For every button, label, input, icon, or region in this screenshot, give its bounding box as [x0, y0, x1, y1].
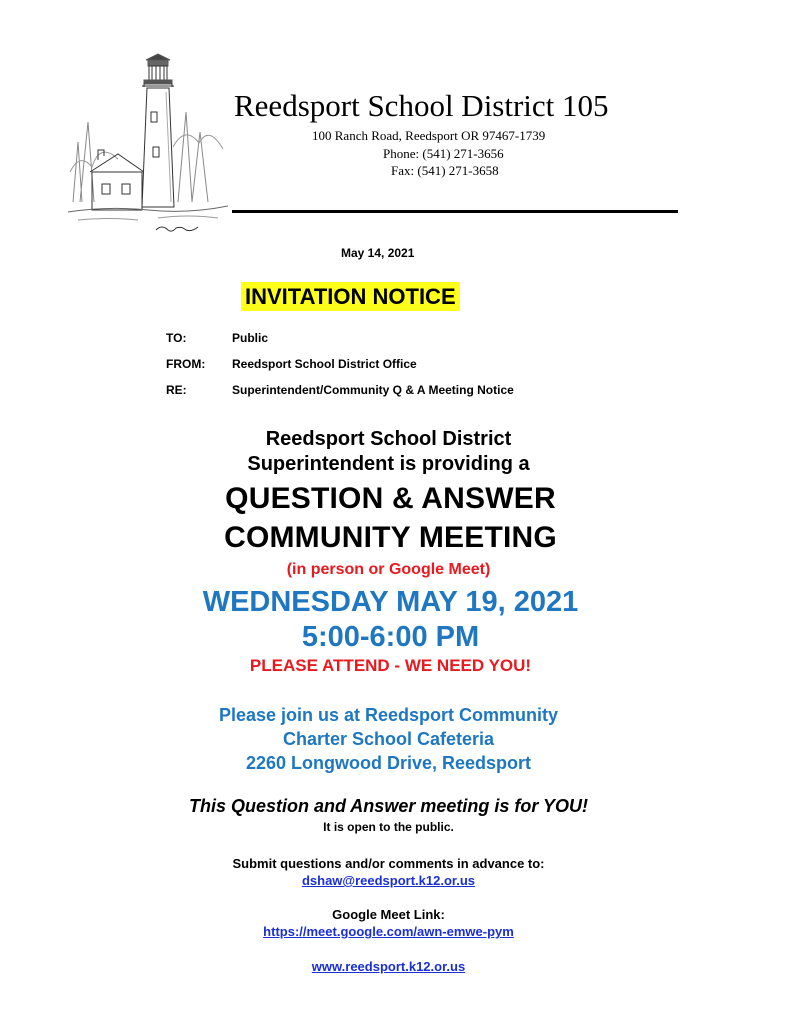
meeting-date: WEDNESDAY MAY 19, 2021 — [202, 586, 579, 618]
header-divider — [232, 210, 678, 213]
location-line-2: Charter School Cafeteria — [282, 729, 495, 749]
meeting-time: 5:00-6:00 PM — [301, 621, 480, 653]
memo-from-label: FROM: — [166, 357, 206, 371]
intro-line-1: Reedsport School District — [265, 428, 512, 450]
memo-re-value: Superintendent/Community Q & A Meeting Notice — [232, 383, 514, 397]
district-name: Reedsport School District 105 — [234, 88, 609, 123]
intro-line-2: Superintendent is providing a — [247, 453, 530, 475]
lighthouse-logo — [68, 52, 228, 242]
website-link[interactable]: www.reedsport.k12.or.us — [311, 959, 466, 974]
meeting-title-line-1: QUESTION & ANSWER — [225, 482, 556, 515]
memo-from-value: Reedsport School District Office — [232, 357, 417, 371]
memo-re-label: RE: — [166, 383, 187, 397]
district-fax: Fax: (541) 271-3658 — [391, 163, 499, 178]
google-meet-link[interactable]: https://meet.google.com/awn-emwe-pym — [263, 924, 514, 939]
location-line-1: Please join us at Reedsport Community — [218, 705, 559, 725]
open-to-public: It is open to the public. — [323, 820, 454, 834]
memo-to-value: Public — [232, 331, 269, 345]
district-address: 100 Ranch Road, Reedsport OR 97467-1739 — [312, 128, 546, 143]
email-link[interactable]: dshaw@reedsport.k12.or.us — [301, 873, 476, 888]
attend-plea: PLEASE ATTEND - WE NEED YOU! — [249, 656, 532, 675]
meeting-title-line-2: COMMUNITY MEETING — [224, 521, 557, 554]
submit-instructions: Submit questions and/or comments in advance to: — [232, 856, 545, 871]
district-phone: Phone: (541) 271-3656 — [383, 146, 504, 161]
memo-to-label: TO: — [166, 331, 187, 345]
for-you-line: This Question and Answer meeting is for YOU! — [188, 796, 589, 816]
meet-link-label: Google Meet Link: — [332, 907, 445, 922]
notice-title: INVITATION NOTICE — [241, 282, 460, 311]
notice-date: May 14, 2021 — [341, 246, 415, 260]
location-line-3: 2260 Longwood Drive, Reedsport — [245, 753, 532, 773]
meeting-format: (in person or Google Meet) — [286, 561, 491, 578]
